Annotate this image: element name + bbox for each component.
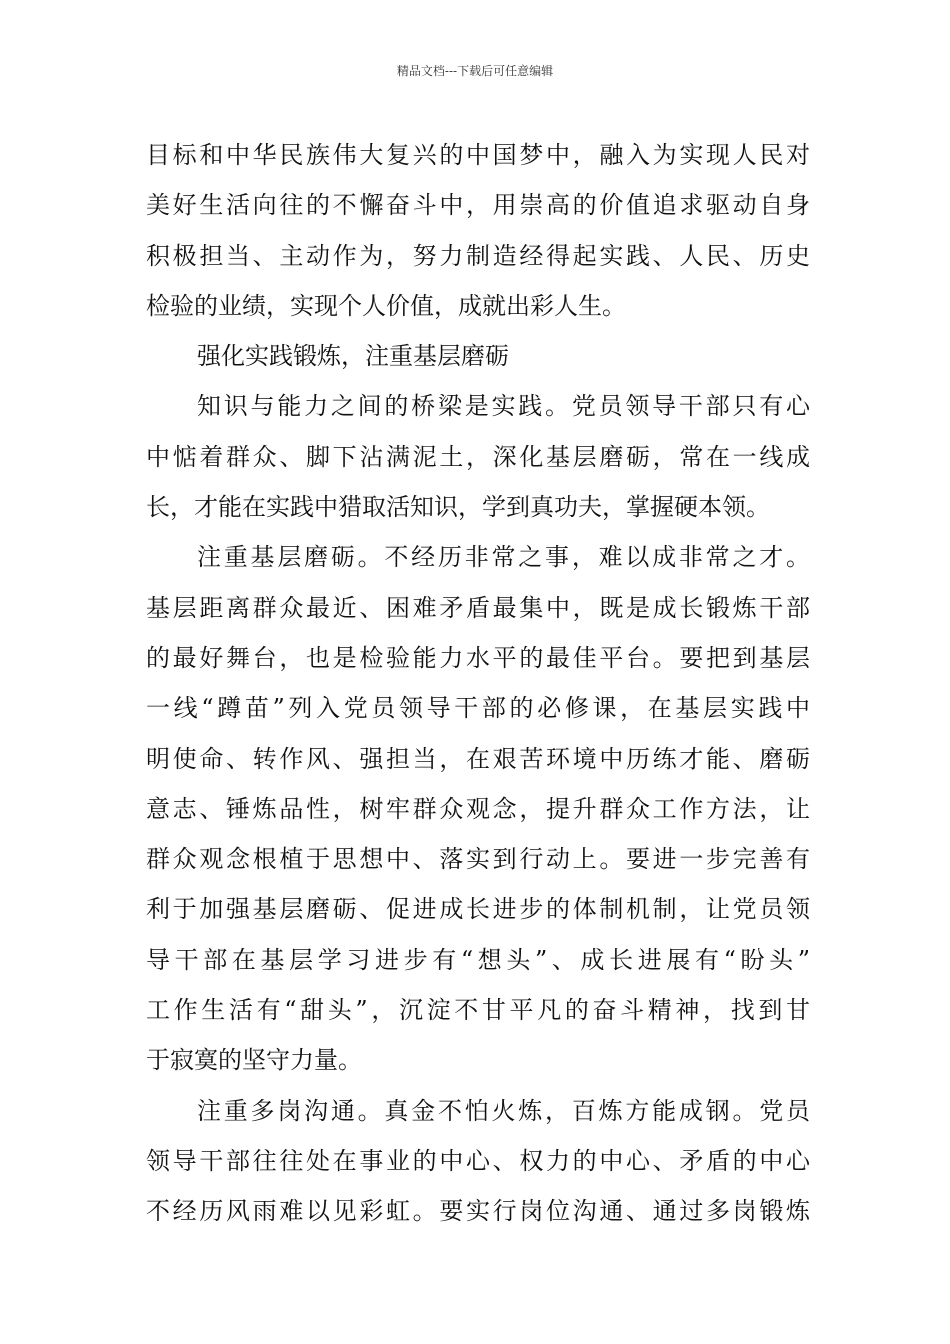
text-line: 明使命、转作风、强担当，在艰苦环境中历练才能、磨砺 xyxy=(146,744,810,773)
text-line: 工作生活有“甜头”，沉淀不甘平凡的奋斗精神，找到甘 xyxy=(146,996,810,1025)
text-line: 群众观念根植于思想中、落实到行动上。要进一步完善有 xyxy=(146,845,810,874)
page-header: 精品文档---下载后可任意编辑 xyxy=(396,64,554,78)
text-line: 基层距离群众最近、困难矛盾最集中，既是成长锻炼干部 xyxy=(146,593,810,622)
document-body xyxy=(146,130,810,1237)
text-line: 长，才能在实践中猎取活知识，学到真功夫，掌握硬本领。 xyxy=(146,493,770,522)
text-line: 意志、锤炼品性，树牢群众观念，提升群众工作方法，让 xyxy=(146,794,810,823)
text-line: 注重基层磨砺。不经历非常之事，难以成非常之才。 xyxy=(197,543,810,572)
text-line: 不经历风雨难以见彩虹。要实行岗位沟通、通过多岗锻炼 xyxy=(146,1197,810,1226)
text-line: 中惦着群众、脚下沾满泥土，深化基层磨砺，常在一线成 xyxy=(146,442,810,471)
text-line: 一线“蹲苗”列入党员领导干部的必修课，在基层实践中 xyxy=(146,694,810,723)
text-line: 利于加强基层磨砺、促进成长进步的体制机制，让党员领 xyxy=(146,895,810,924)
text-line: 导干部在基层学习进步有“想头”、成长进展有“盼头” xyxy=(146,945,810,974)
section-heading: 强化实践锻炼，注重基层磨砺 xyxy=(197,342,509,371)
text-line: 知识与能力之间的桥梁是实践。党员领导干部只有心 xyxy=(197,392,810,421)
text-line: 目标和中华民族伟大复兴的中国梦中，融入为实现人民对 xyxy=(146,141,810,169)
text-line: 积极担当、主动作为，努力制造经得起实践、人民、历史 xyxy=(146,241,810,270)
text-line: 于寂寞的坚守力量。 xyxy=(146,1046,362,1075)
text-line: 检验的业绩，实现个人价值，成就出彩人生。 xyxy=(146,291,626,320)
text-line: 领导干部往往处在事业的中心、权力的中心、矛盾的中心 xyxy=(146,1146,810,1175)
text-line: 美好生活向往的不懈奋斗中，用崇高的价值追求驱动自身 xyxy=(146,191,810,220)
text-line: 注重多岗沟通。真金不怕火炼，百炼方能成钢。党员 xyxy=(197,1096,810,1125)
text-line: 的最好舞台，也是检验能力水平的最佳平台。要把到基层 xyxy=(146,643,810,672)
